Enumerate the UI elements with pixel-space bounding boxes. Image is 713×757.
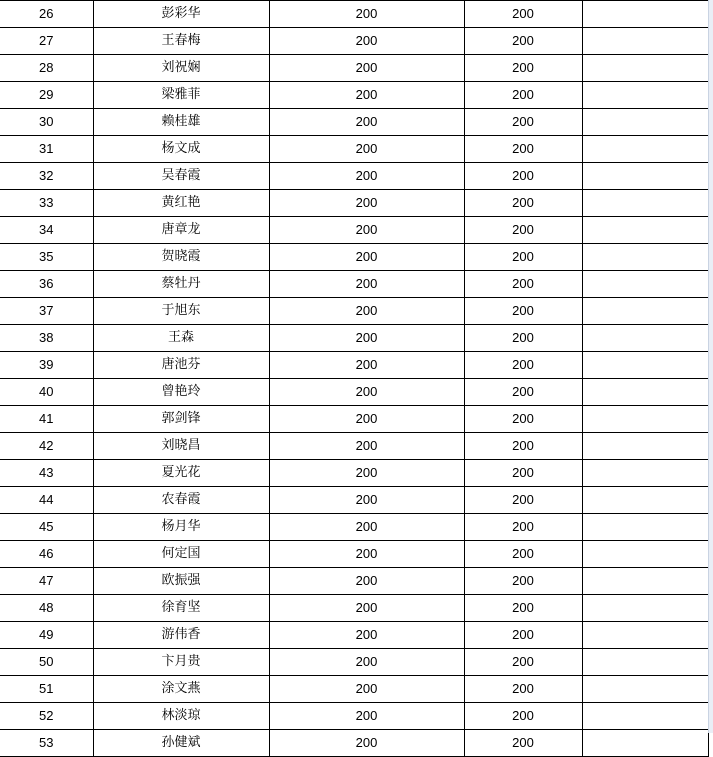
cell-value-3[interactable] <box>582 379 708 406</box>
cell-value-2[interactable]: 200 <box>464 55 582 82</box>
cell-value-1[interactable]: 200 <box>269 1 464 28</box>
cell-value-3[interactable] <box>582 541 708 568</box>
cell-value-2[interactable]: 200 <box>464 244 582 271</box>
cell-value-1[interactable]: 200 <box>269 163 464 190</box>
cell-name[interactable]: 卞月贵 <box>93 649 269 676</box>
cell-value-3[interactable] <box>582 271 708 298</box>
cell-value-3[interactable] <box>582 352 708 379</box>
cell-name[interactable]: 王春梅 <box>93 28 269 55</box>
cell-value-1[interactable]: 200 <box>269 217 464 244</box>
cell-name[interactable]: 彭彩华 <box>93 1 269 28</box>
cell-value-2[interactable]: 200 <box>464 568 582 595</box>
cell-value-1[interactable]: 200 <box>269 298 464 325</box>
cell-value-3[interactable] <box>582 190 708 217</box>
cell-name[interactable]: 徐育坚 <box>93 595 269 622</box>
cell-value-1[interactable]: 200 <box>269 406 464 433</box>
table-row <box>0 28 708 55</box>
cell-name[interactable]: 唐池芬 <box>93 352 269 379</box>
window-edge <box>708 0 713 733</box>
cell-value-3[interactable] <box>582 649 708 676</box>
cell-name[interactable]: 刘祝娴 <box>93 55 269 82</box>
table-row <box>0 379 708 406</box>
cell-name[interactable]: 赖桂雄 <box>93 109 269 136</box>
table-row <box>0 460 708 487</box>
cell-row-number[interactable]: 30 <box>0 109 93 136</box>
cell-row-number[interactable]: 50 <box>0 649 93 676</box>
cell-row-number[interactable]: 29 <box>0 82 93 109</box>
cell-row-number[interactable]: 33 <box>0 190 93 217</box>
cell-value-2[interactable]: 200 <box>464 379 582 406</box>
cell-name[interactable]: 刘晓昌 <box>93 433 269 460</box>
cell-value-2[interactable]: 200 <box>464 109 582 136</box>
cell-value-2[interactable]: 200 <box>464 703 582 730</box>
cell-value-2[interactable]: 200 <box>464 541 582 568</box>
table-row <box>0 568 708 595</box>
cell-value-1[interactable]: 200 <box>269 730 464 757</box>
cell-value-1[interactable]: 200 <box>269 82 464 109</box>
table-row <box>0 676 708 703</box>
cell-value-2[interactable]: 200 <box>464 1 582 28</box>
table-row <box>0 514 708 541</box>
cell-value-1[interactable]: 200 <box>269 676 464 703</box>
cell-row-number[interactable]: 45 <box>0 514 93 541</box>
cell-value-2[interactable]: 200 <box>464 595 582 622</box>
cell-value-2[interactable]: 200 <box>464 190 582 217</box>
cell-name[interactable]: 王森 <box>93 325 269 352</box>
cell-name[interactable]: 蔡牡丹 <box>93 271 269 298</box>
table-row <box>0 703 708 730</box>
cell-value-2[interactable]: 200 <box>464 325 582 352</box>
cell-value-1[interactable]: 200 <box>269 460 464 487</box>
cell-value-3[interactable] <box>582 487 708 514</box>
cell-row-number[interactable]: 51 <box>0 676 93 703</box>
cell-value-1[interactable]: 200 <box>269 595 464 622</box>
cell-value-2[interactable]: 200 <box>464 622 582 649</box>
cell-value-2[interactable]: 200 <box>464 217 582 244</box>
cell-value-3[interactable] <box>582 703 708 730</box>
cell-row-number[interactable]: 40 <box>0 379 93 406</box>
cell-value-1[interactable]: 200 <box>269 28 464 55</box>
cell-row-number[interactable]: 39 <box>0 352 93 379</box>
cell-value-1[interactable]: 200 <box>269 568 464 595</box>
cell-name[interactable]: 唐章龙 <box>93 217 269 244</box>
cell-value-2[interactable]: 200 <box>464 28 582 55</box>
cell-name[interactable]: 杨文成 <box>93 136 269 163</box>
table-row <box>0 298 708 325</box>
table-row <box>0 271 708 298</box>
cell-value-1[interactable]: 200 <box>269 703 464 730</box>
cell-name[interactable]: 郭剑锋 <box>93 406 269 433</box>
cell-value-2[interactable]: 200 <box>464 676 582 703</box>
cell-value-3[interactable] <box>582 568 708 595</box>
table-row <box>0 352 708 379</box>
table-row <box>0 595 708 622</box>
table-row <box>0 136 708 163</box>
cell-row-number[interactable]: 48 <box>0 595 93 622</box>
cell-value-2[interactable]: 200 <box>464 163 582 190</box>
cell-row-number[interactable]: 35 <box>0 244 93 271</box>
cell-value-2[interactable]: 200 <box>464 649 582 676</box>
cell-row-number[interactable]: 52 <box>0 703 93 730</box>
table-row <box>0 217 708 244</box>
cell-value-3[interactable] <box>582 298 708 325</box>
cell-name[interactable]: 杨月华 <box>93 514 269 541</box>
cell-name[interactable]: 何定国 <box>93 541 269 568</box>
table-row <box>0 649 708 676</box>
cell-value-3[interactable] <box>582 1 708 28</box>
table-row <box>0 433 708 460</box>
cell-value-1[interactable]: 200 <box>269 541 464 568</box>
table-row <box>0 487 708 514</box>
cell-name[interactable]: 夏光花 <box>93 460 269 487</box>
table-row <box>0 541 708 568</box>
cell-value-3[interactable] <box>582 406 708 433</box>
table-row <box>0 55 708 82</box>
cell-value-2[interactable]: 200 <box>464 460 582 487</box>
cell-value-2[interactable]: 200 <box>464 298 582 325</box>
cell-value-1[interactable]: 200 <box>269 190 464 217</box>
cell-value-2[interactable]: 200 <box>464 433 582 460</box>
cell-name[interactable]: 欧振强 <box>93 568 269 595</box>
cell-value-1[interactable]: 200 <box>269 325 464 352</box>
cell-row-number[interactable]: 28 <box>0 55 93 82</box>
cell-value-3[interactable] <box>582 676 708 703</box>
cell-name[interactable]: 林淡琼 <box>93 703 269 730</box>
cell-value-1[interactable]: 200 <box>269 109 464 136</box>
cell-row-number[interactable]: 44 <box>0 487 93 514</box>
cell-value-1[interactable]: 200 <box>269 433 464 460</box>
table-row <box>0 622 708 649</box>
cell-value-3[interactable] <box>582 730 708 757</box>
cell-value-3[interactable] <box>582 109 708 136</box>
table-row <box>0 82 708 109</box>
cell-value-3[interactable] <box>582 433 708 460</box>
cell-value-3[interactable] <box>582 514 708 541</box>
cell-value-1[interactable]: 200 <box>269 487 464 514</box>
cell-row-number[interactable]: 38 <box>0 325 93 352</box>
cell-name[interactable]: 孙健斌 <box>93 730 269 757</box>
cell-value-2[interactable]: 200 <box>464 271 582 298</box>
cell-value-3[interactable] <box>582 82 708 109</box>
cell-row-number[interactable]: 34 <box>0 217 93 244</box>
cell-value-1[interactable]: 200 <box>269 244 464 271</box>
cell-value-2[interactable]: 200 <box>464 406 582 433</box>
cell-name[interactable]: 于旭东 <box>93 298 269 325</box>
cell-value-2[interactable]: 200 <box>464 514 582 541</box>
cell-row-number[interactable]: 36 <box>0 271 93 298</box>
cell-row-number[interactable]: 43 <box>0 460 93 487</box>
cell-value-2[interactable]: 200 <box>464 136 582 163</box>
cell-row-number[interactable]: 37 <box>0 298 93 325</box>
cell-name[interactable]: 游伟香 <box>93 622 269 649</box>
cell-row-number[interactable]: 27 <box>0 28 93 55</box>
cell-row-number[interactable]: 53 <box>0 730 93 757</box>
table-row <box>0 730 708 757</box>
cell-name[interactable]: 涂文燕 <box>93 676 269 703</box>
cell-value-3[interactable] <box>582 163 708 190</box>
cell-value-3[interactable] <box>582 55 708 82</box>
table-row <box>0 406 708 433</box>
cell-value-3[interactable] <box>582 460 708 487</box>
table-row <box>0 244 708 271</box>
cell-row-number[interactable]: 26 <box>0 1 93 28</box>
table-row <box>0 163 708 190</box>
cell-value-3[interactable] <box>582 136 708 163</box>
cell-row-number[interactable]: 31 <box>0 136 93 163</box>
cell-value-2[interactable]: 200 <box>464 487 582 514</box>
table-row <box>0 190 708 217</box>
cell-value-3[interactable] <box>582 244 708 271</box>
cell-value-1[interactable]: 200 <box>269 55 464 82</box>
table-row <box>0 109 708 136</box>
cell-row-number[interactable]: 42 <box>0 433 93 460</box>
cell-name[interactable]: 农春霞 <box>93 487 269 514</box>
cell-value-1[interactable]: 200 <box>269 514 464 541</box>
cell-name[interactable]: 梁雅菲 <box>93 82 269 109</box>
cell-row-number[interactable]: 41 <box>0 406 93 433</box>
cell-value-1[interactable]: 200 <box>269 271 464 298</box>
cell-value-3[interactable] <box>582 28 708 55</box>
cell-value-1[interactable]: 200 <box>269 649 464 676</box>
table-row <box>0 325 708 352</box>
cell-value-3[interactable] <box>582 325 708 352</box>
cell-name[interactable]: 曾艳玲 <box>93 379 269 406</box>
cell-name[interactable]: 吴春霞 <box>93 163 269 190</box>
cell-value-2[interactable]: 200 <box>464 82 582 109</box>
cell-row-number[interactable]: 46 <box>0 541 93 568</box>
cell-value-1[interactable]: 200 <box>269 379 464 406</box>
cell-row-number[interactable]: 49 <box>0 622 93 649</box>
cell-row-number[interactable]: 32 <box>0 163 93 190</box>
cell-value-1[interactable]: 200 <box>269 136 464 163</box>
cell-value-3[interactable] <box>582 622 708 649</box>
table-row <box>0 1 708 28</box>
cell-value-3[interactable] <box>582 217 708 244</box>
cell-value-2[interactable]: 200 <box>464 730 582 757</box>
cell-row-number[interactable]: 47 <box>0 568 93 595</box>
table-body <box>0 1 708 757</box>
cell-value-1[interactable]: 200 <box>269 622 464 649</box>
cell-value-3[interactable] <box>582 595 708 622</box>
cell-name[interactable]: 黄红艳 <box>93 190 269 217</box>
cell-name[interactable]: 贺晓霞 <box>93 244 269 271</box>
cell-value-2[interactable]: 200 <box>464 352 582 379</box>
cell-value-1[interactable]: 200 <box>269 352 464 379</box>
